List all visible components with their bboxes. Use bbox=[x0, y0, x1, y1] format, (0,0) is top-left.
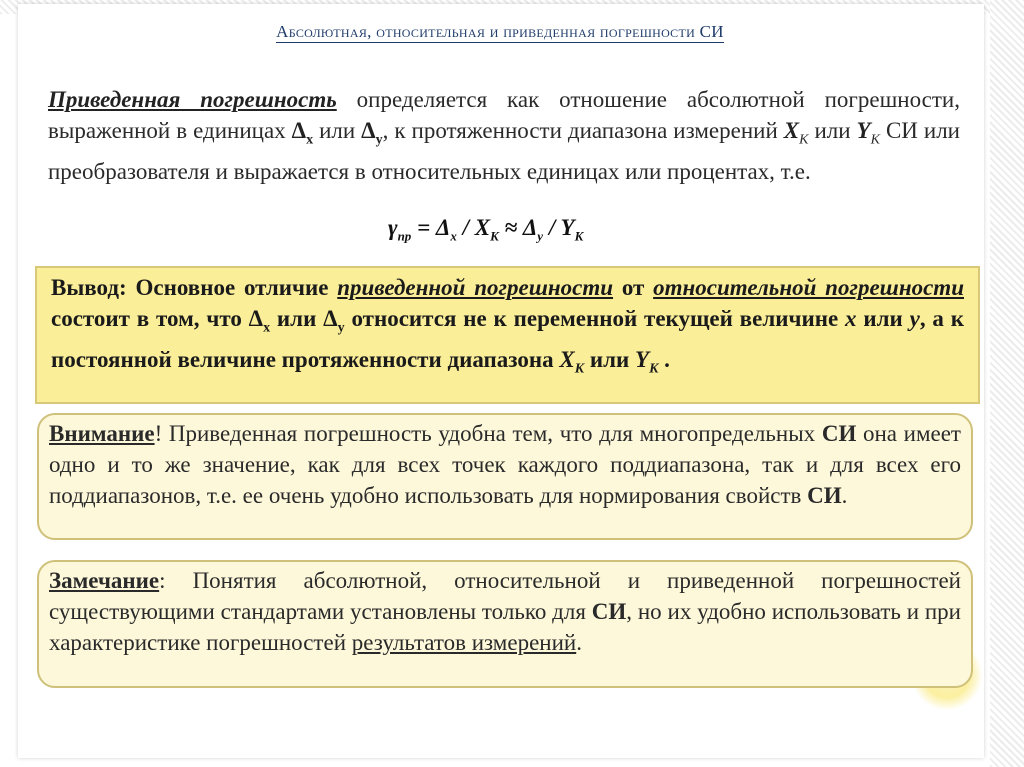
remark-underlined: результатов измерений bbox=[351, 630, 577, 655]
conclusion-text-8: или bbox=[584, 346, 636, 372]
conclusion-label: Вывод: bbox=[51, 275, 127, 300]
intro-yk: Y bbox=[856, 118, 871, 143]
remark-text-3: . bbox=[576, 630, 582, 655]
intro-text-5: СИ или преобразователя и выражается в относительных единицах или процентах, т.е. bbox=[48, 118, 960, 184]
conclusion-xk-sub: K bbox=[574, 361, 585, 377]
conclusion-text-1: Основное отличие bbox=[126, 275, 338, 300]
conclusion-text-5: относится не к переменной текущей величине bbox=[344, 306, 845, 331]
conclusion-x: x bbox=[845, 306, 857, 331]
decorative-stripes-right bbox=[990, 0, 1024, 767]
intro-text-1: определяется как отношение абсолютной погрешности, выраженной в единицах bbox=[48, 87, 960, 143]
formula-part-4: / Y bbox=[543, 215, 575, 240]
formula-part-2-sub: K bbox=[490, 228, 499, 244]
conclusion-underlined-1: приведенной погрешности bbox=[337, 275, 614, 300]
conclusion-yk-sub: K bbox=[649, 361, 659, 377]
remark-text-1: : Понятия абсолютной, относительной и приведенной погрешностей существующими стандартами установлены только для bbox=[49, 568, 961, 624]
attention-text-1: ! Приведенная погрешность удобна тем, что для многопредельных bbox=[154, 421, 822, 446]
attention-si-1: СИ bbox=[821, 421, 857, 446]
remark-box bbox=[37, 560, 973, 688]
formula bbox=[388, 215, 668, 245]
formula-part-4-sub: K bbox=[574, 228, 584, 244]
formula-part-3-sub: y bbox=[537, 228, 544, 244]
intro-dy-sub: y bbox=[375, 132, 383, 148]
attention-box bbox=[37, 413, 973, 540]
conclusion-y: y bbox=[909, 306, 920, 331]
formula-part-1-sub: x bbox=[450, 228, 457, 244]
intro-yk-sub: K bbox=[870, 132, 880, 148]
conclusion-text-9: . bbox=[658, 346, 670, 372]
formula-part-1: = Δ bbox=[411, 215, 451, 240]
intro-text-4: или bbox=[808, 118, 857, 143]
attention-text-3: . bbox=[841, 483, 848, 508]
attention-si-2: СИ bbox=[807, 483, 842, 508]
formula-gamma-sub: пр bbox=[397, 228, 412, 244]
formula-part-2: / X bbox=[456, 215, 491, 240]
intro-dx-sub: x bbox=[306, 132, 314, 148]
intro-paragraph bbox=[48, 84, 960, 187]
conclusion-text-4: или Δ bbox=[270, 306, 338, 331]
intro-term: Приведенная погрешность bbox=[48, 87, 337, 112]
conclusion-text-3: состоит в том, что Δ bbox=[51, 306, 264, 331]
attention-label: Внимание bbox=[49, 421, 155, 446]
remark-si: СИ bbox=[591, 599, 627, 624]
conclusion-box bbox=[35, 266, 980, 404]
formula-gamma: γ bbox=[388, 215, 398, 240]
conclusion-text-4-sub: y bbox=[337, 320, 345, 336]
remark-text-2: , но их удобно использовать и при характеристике погрешностей bbox=[49, 599, 961, 655]
intro-xk-sub: K bbox=[799, 132, 809, 148]
conclusion-text-3-sub: x bbox=[263, 320, 271, 336]
intro-text-3: , к протяженности диапазона измерений bbox=[382, 118, 784, 143]
conclusion-text-6: или bbox=[856, 306, 910, 331]
slide-title bbox=[0, 22, 1000, 42]
conclusion-text-2: от bbox=[613, 275, 654, 300]
formula-part-3: ≈ Δ bbox=[498, 215, 538, 240]
conclusion-yk: Y bbox=[635, 346, 650, 372]
conclusion-underlined-2: относительной погрешности bbox=[653, 275, 964, 300]
slide-title-text: Абсолютная, относительная и приведенная погрешности СИ bbox=[276, 22, 724, 41]
intro-dy: Δ bbox=[361, 118, 376, 143]
intro-dx: Δ bbox=[291, 118, 307, 143]
attention-text-2: она имеет одно и то же значение, как для всех точек каждого поддиапазона, так и для всех его поддиапазонов, т.е. ее очень удобно использовать для нормирования свойств bbox=[49, 421, 961, 508]
conclusion-xk: X bbox=[559, 346, 575, 372]
intro-text-2: или bbox=[313, 118, 362, 143]
intro-xk: X bbox=[783, 118, 800, 143]
conclusion-text-7: , а к постоянной величине протяженности диапазона bbox=[51, 306, 964, 372]
remark-label: Замечание bbox=[49, 568, 160, 593]
